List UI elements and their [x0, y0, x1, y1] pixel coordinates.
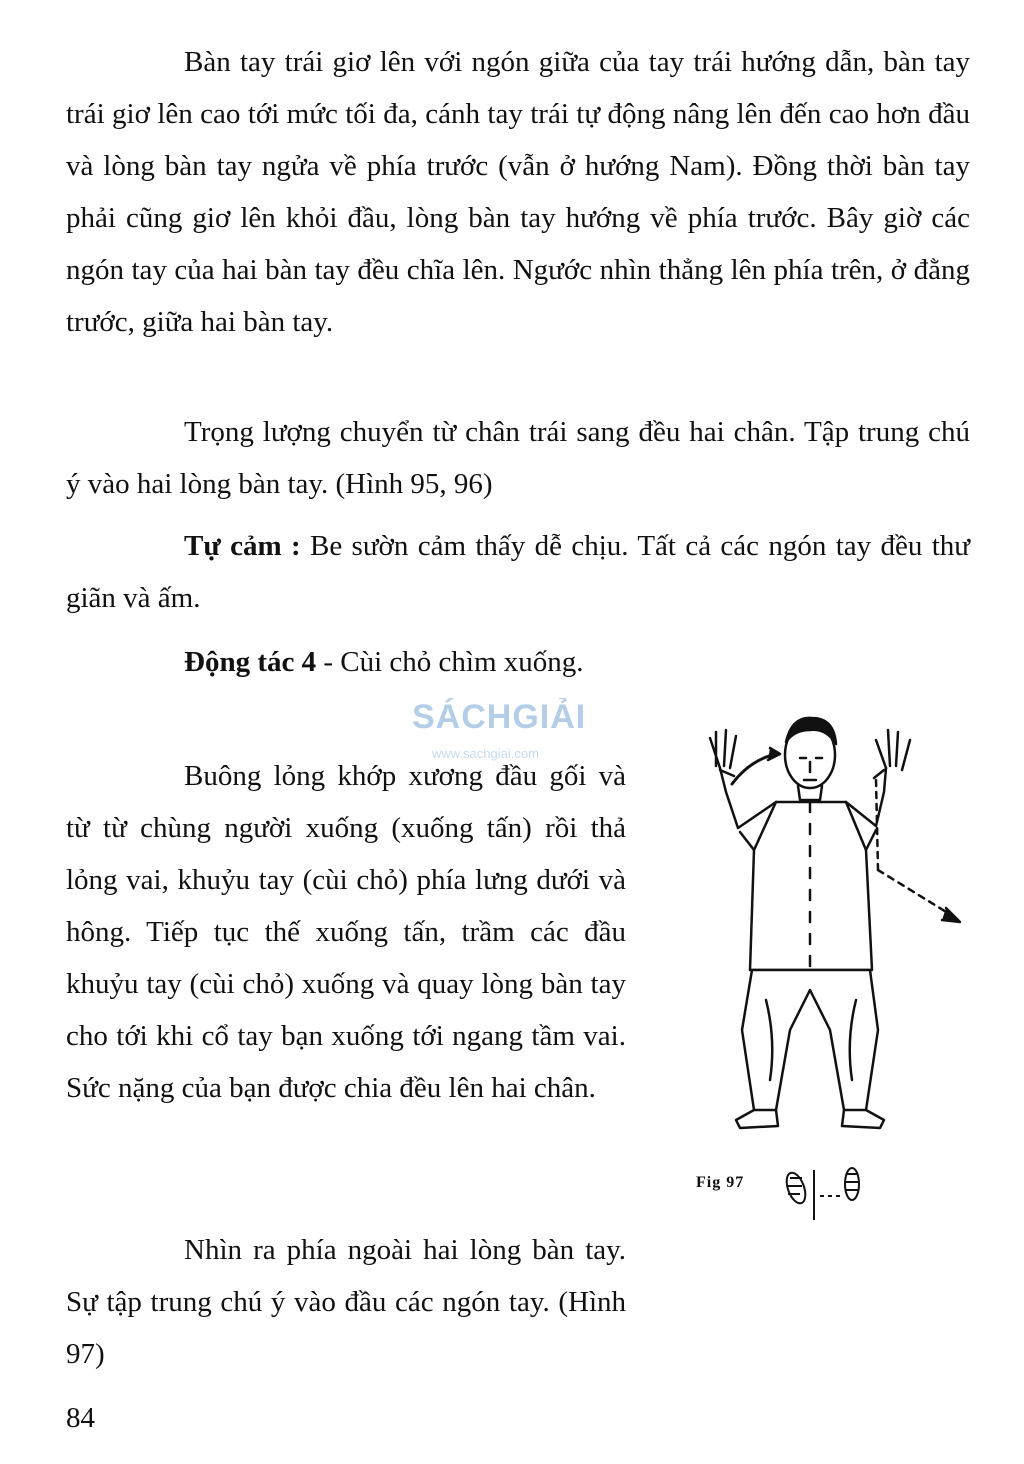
page-number: 84	[66, 1402, 95, 1434]
section-heading	[66, 636, 626, 688]
figure-caption: Fig 97	[696, 1174, 745, 1191]
paragraph-self-feeling	[66, 520, 970, 624]
self-feeling-text: Be sườn cảm thấy dễ chịu. Tất cả các ngón tay đều thư giãn và ấm.	[66, 530, 970, 614]
watermark-url: www.sachgiai.com	[432, 746, 539, 761]
watermark	[412, 684, 622, 774]
paragraph-1: Bàn tay trái giơ lên với ngón giữa của tay trái hướng dẫn, bàn tay trái giơ lên cao tới mức tối đa, cánh tay trái tự động nâng lên đến cao hơn đầu và lòng bàn tay ngửa về phía trước (vẫn ở hướng Nam). Đồng thời bàn tay phải cũng giơ lên khỏi đầu, lòng bàn tay hướng về phía trước. Bây giờ các ngón tay của hai bàn tay đều chĩa lên. Ngước nhìn thẳng lên phía trên, ở đằng trước, giữa hai bàn tay.	[66, 46, 970, 338]
self-feeling-label: Tự cảm :	[184, 530, 301, 562]
section-heading-text: - Cùi chỏ chìm xuống.	[316, 646, 584, 678]
watermark-brand: SÁCHGIẢI	[412, 698, 587, 736]
tai-chi-figure-illustration	[680, 700, 980, 1230]
paragraph-focus: Nhìn ra phía ngoài hai lòng bàn tay. Sự tập trung chú ý vào đầu các ngón tay. (Hình 97)	[66, 1234, 626, 1370]
paragraph-instructions: Buông lỏng khớp xương đầu gối và từ từ chùng người xuống (xuống tấn) rồi thả lỏng vai, khuỷu tay (cùi chỏ) phía lưng dưới và hông. Tiếp tục thế xuống tấn, trầm các đầu khuỷu tay (cùi chỏ) xuống và quay lòng bàn tay cho tới khi cổ tay bạn xuống tới ngang tầm vai. Sức nặng của bạn được chia đều lên hai chân.	[66, 760, 626, 1104]
section-heading-label: Động tác 4	[184, 646, 317, 678]
paragraph-2: Trọng lượng chuyển từ chân trái sang đều hai chân. Tập trung chú ý vào hai lòng bàn tay. (Hình 95, 96)	[66, 416, 970, 500]
